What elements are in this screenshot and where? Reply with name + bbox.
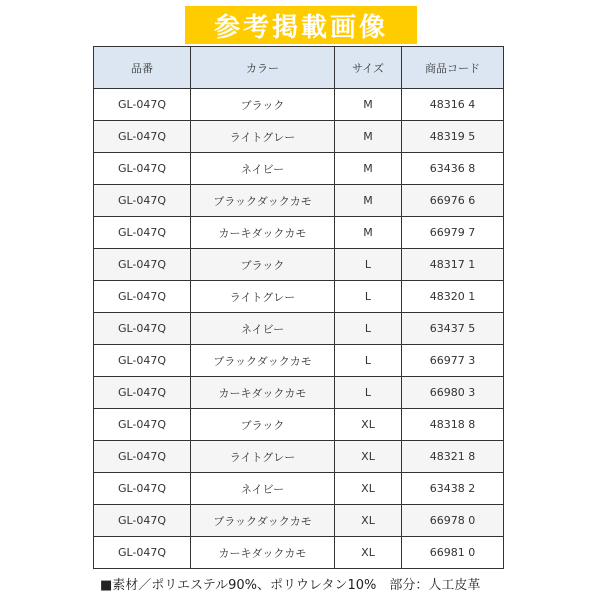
cell-size: XL <box>335 537 402 569</box>
cell-part-number: GL-047Q <box>94 281 191 313</box>
cell-color: ブラック <box>191 89 335 121</box>
cell-color: ライトグレー <box>191 281 335 313</box>
cell-product-code: 63436 8 <box>402 153 504 185</box>
cell-product-code: 48320 1 <box>402 281 504 313</box>
cell-size: M <box>335 217 402 249</box>
table-body <box>94 89 504 569</box>
cell-product-code: 48321 8 <box>402 441 504 473</box>
cell-part-number: GL-047Q <box>94 121 191 153</box>
cell-size: L <box>335 281 402 313</box>
cell-product-code: 63438 2 <box>402 473 504 505</box>
table-row <box>94 409 504 441</box>
cell-product-code: 66979 7 <box>402 217 504 249</box>
table-row <box>94 313 504 345</box>
cell-color: ライトグレー <box>191 121 335 153</box>
cell-part-number: GL-047Q <box>94 377 191 409</box>
cell-size: M <box>335 153 402 185</box>
col-header-size: サイズ <box>335 47 402 89</box>
material-note: ■素材／ポリエステル90%、ポリウレタン10% 部分：人工皮革 <box>100 578 481 593</box>
product-spec-table <box>93 46 504 569</box>
col-header-product-code: 商品コード <box>402 47 504 89</box>
cell-size: M <box>335 89 402 121</box>
table-row <box>94 441 504 473</box>
cell-color: ブラックダックカモ <box>191 185 335 217</box>
cell-color: ブラックダックカモ <box>191 345 335 377</box>
cell-part-number: GL-047Q <box>94 313 191 345</box>
cell-size: L <box>335 345 402 377</box>
cell-color: ブラックダックカモ <box>191 505 335 537</box>
table-header-row <box>94 47 504 89</box>
cell-product-code: 63437 5 <box>402 313 504 345</box>
cell-product-code: 66976 6 <box>402 185 504 217</box>
cell-color: カーキダックカモ <box>191 377 335 409</box>
cell-product-code: 66981 0 <box>402 537 504 569</box>
cell-size: XL <box>335 473 402 505</box>
table-row <box>94 89 504 121</box>
cell-size: L <box>335 377 402 409</box>
cell-size: XL <box>335 505 402 537</box>
cell-size: XL <box>335 409 402 441</box>
cell-color: ネイビー <box>191 153 335 185</box>
cell-product-code: 66980 3 <box>402 377 504 409</box>
cell-product-code: 66977 3 <box>402 345 504 377</box>
col-header-color: カラー <box>191 47 335 89</box>
cell-product-code: 48319 5 <box>402 121 504 153</box>
table-row <box>94 473 504 505</box>
table-row <box>94 281 504 313</box>
cell-color: ブラック <box>191 409 335 441</box>
cell-product-code: 48317 1 <box>402 249 504 281</box>
table-row <box>94 249 504 281</box>
cell-part-number: GL-047Q <box>94 345 191 377</box>
cell-size: M <box>335 185 402 217</box>
cell-product-code: 66978 0 <box>402 505 504 537</box>
table-row <box>94 537 504 569</box>
col-header-part-number: 品番 <box>94 47 191 89</box>
cell-part-number: GL-047Q <box>94 505 191 537</box>
cell-size: L <box>335 313 402 345</box>
cell-color: カーキダックカモ <box>191 217 335 249</box>
cell-part-number: GL-047Q <box>94 473 191 505</box>
title-banner <box>185 6 417 44</box>
cell-color: ネイビー <box>191 473 335 505</box>
cell-part-number: GL-047Q <box>94 217 191 249</box>
table-row <box>94 185 504 217</box>
cell-part-number: GL-047Q <box>94 409 191 441</box>
table-row <box>94 505 504 537</box>
cell-color: カーキダックカモ <box>191 537 335 569</box>
cell-color: ブラック <box>191 249 335 281</box>
cell-size: M <box>335 121 402 153</box>
table-row <box>94 345 504 377</box>
cell-part-number: GL-047Q <box>94 441 191 473</box>
cell-part-number: GL-047Q <box>94 249 191 281</box>
table-row <box>94 217 504 249</box>
table-row <box>94 121 504 153</box>
cell-product-code: 48318 8 <box>402 409 504 441</box>
cell-part-number: GL-047Q <box>94 185 191 217</box>
cell-size: L <box>335 249 402 281</box>
cell-part-number: GL-047Q <box>94 537 191 569</box>
table-row <box>94 377 504 409</box>
cell-part-number: GL-047Q <box>94 153 191 185</box>
cell-color: ネイビー <box>191 313 335 345</box>
cell-color: ライトグレー <box>191 441 335 473</box>
banner-title: 参考掲載画像 <box>213 12 388 43</box>
cell-product-code: 48316 4 <box>402 89 504 121</box>
table-row <box>94 153 504 185</box>
cell-size: XL <box>335 441 402 473</box>
cell-part-number: GL-047Q <box>94 89 191 121</box>
